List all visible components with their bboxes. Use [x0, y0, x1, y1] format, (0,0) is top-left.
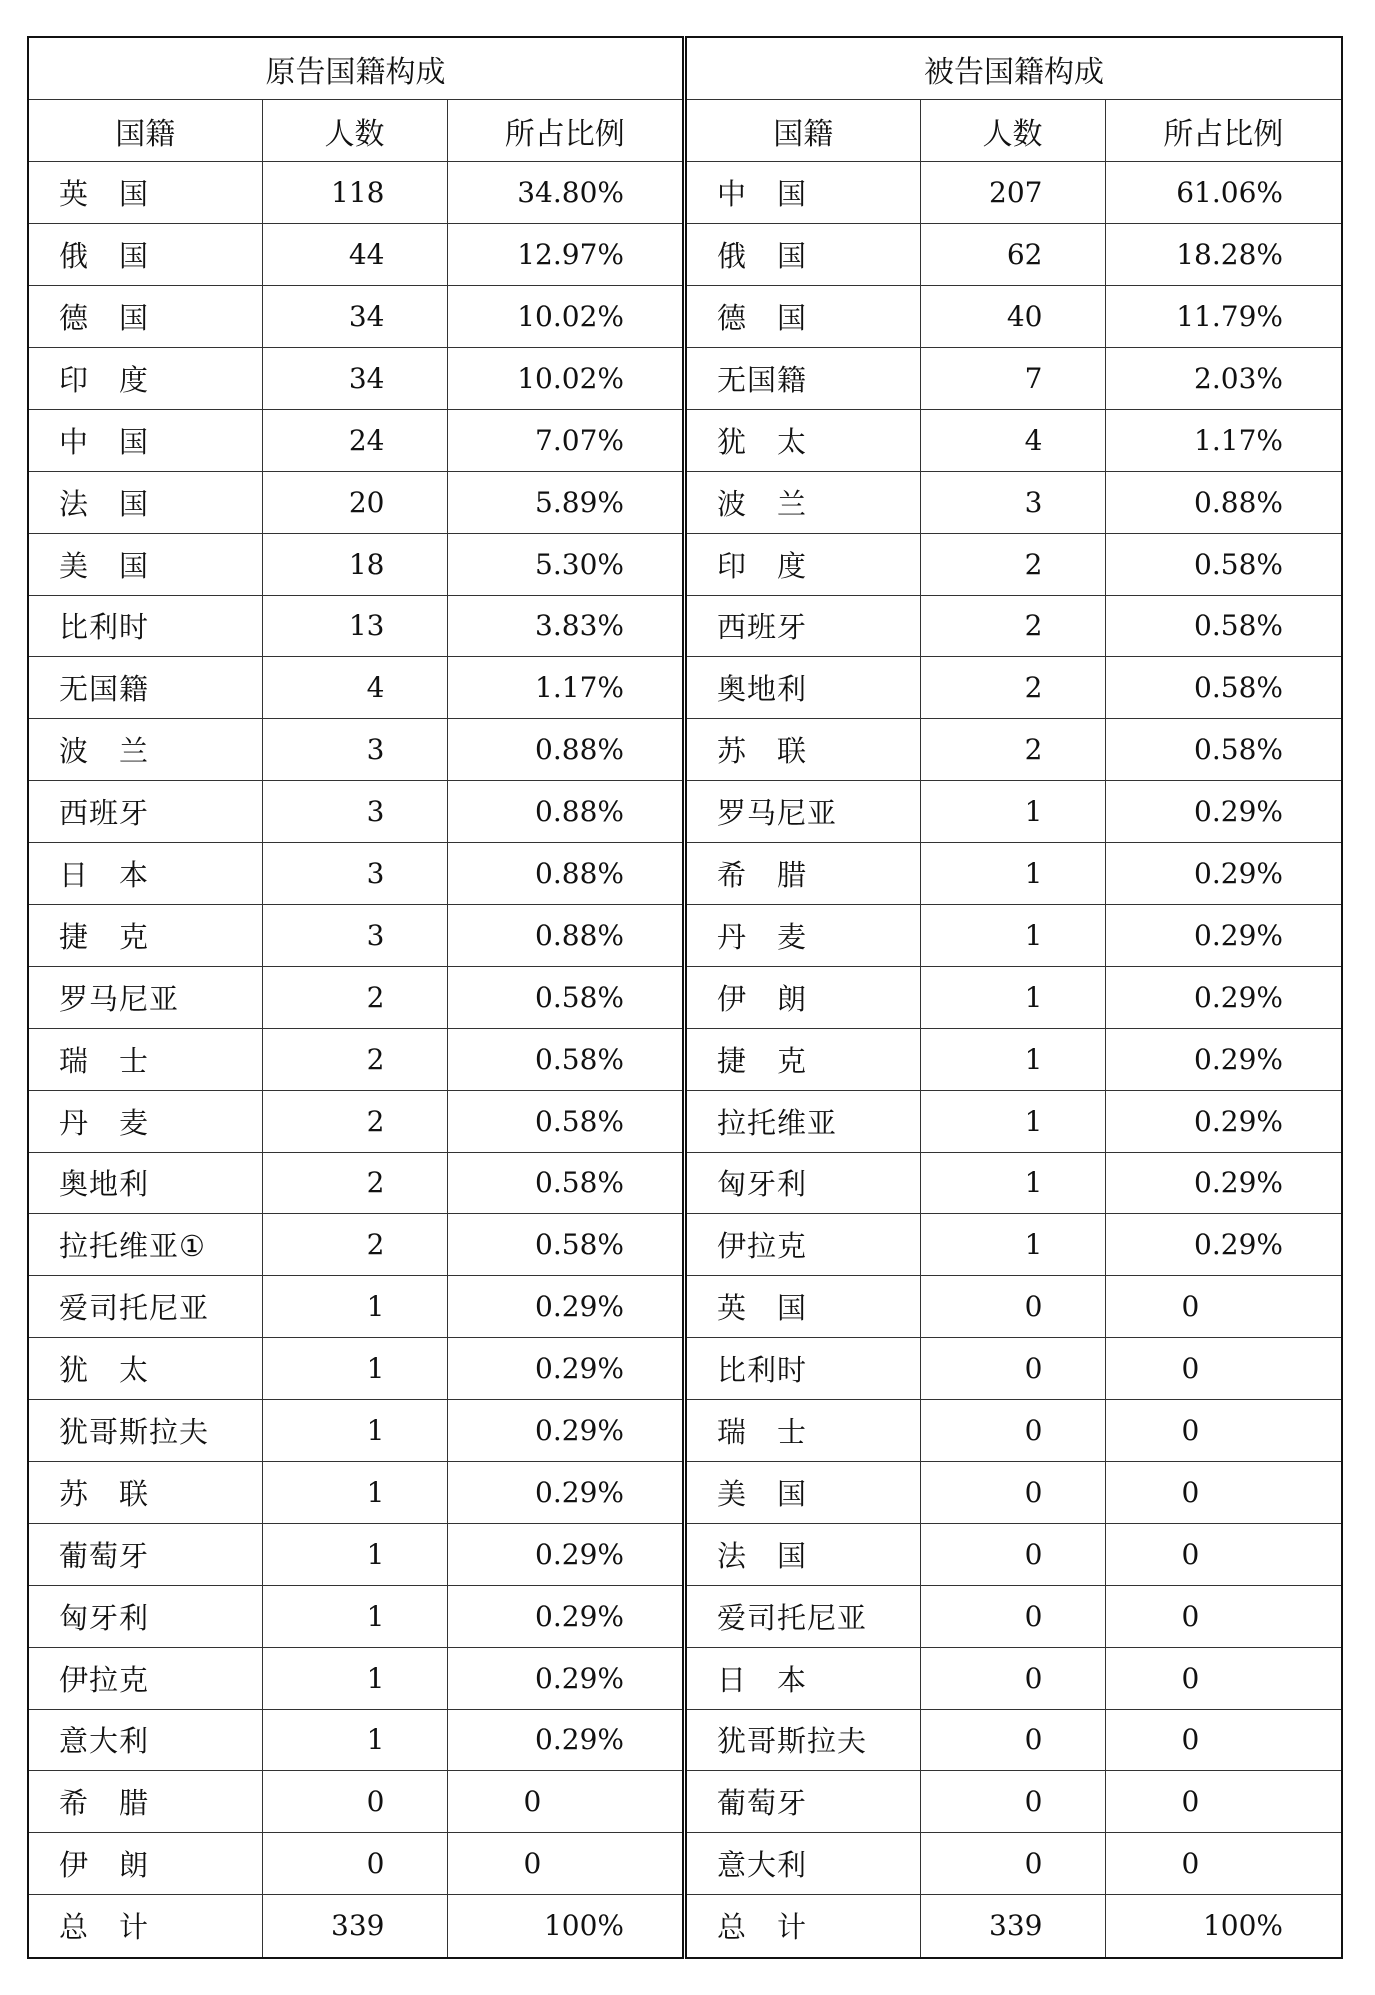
nationality-cell: 罗马尼亚	[687, 781, 920, 843]
count-cell: 2	[920, 595, 1105, 657]
nationality-cell: 苏 联	[29, 1461, 262, 1523]
ratio-cell: 0.29%	[1105, 966, 1341, 1028]
nationality-cell: 法 国	[687, 1523, 920, 1585]
table-row	[687, 1338, 1341, 1400]
nationality-cell: 德 国	[29, 286, 262, 348]
ratio-cell: 0.88%	[447, 904, 682, 966]
ratio-cell: 0.29%	[1105, 1214, 1341, 1276]
nationality-cell: 西班牙	[687, 595, 920, 657]
table-row	[29, 719, 682, 781]
count-cell: 1	[920, 1152, 1105, 1214]
ratio-cell: 0	[447, 1833, 682, 1895]
ratio-cell: 11.79%	[1105, 286, 1341, 348]
table-row	[687, 1523, 1341, 1585]
table-row	[29, 533, 682, 595]
count-cell: 0	[920, 1276, 1105, 1338]
count-cell: 1	[920, 966, 1105, 1028]
table-row	[29, 1276, 682, 1338]
nationality-cell: 意大利	[29, 1709, 262, 1771]
table-row	[29, 1090, 682, 1152]
ratio-cell: 10.02%	[447, 286, 682, 348]
nationality-cell: 无国籍	[29, 657, 262, 719]
count-cell: 0	[920, 1523, 1105, 1585]
count-cell: 1	[920, 1028, 1105, 1090]
table-row	[687, 1028, 1341, 1090]
col-header-nationality: 国籍	[29, 100, 262, 162]
count-cell: 207	[920, 162, 1105, 224]
ratio-cell: 10.02%	[447, 347, 682, 409]
count-cell: 3	[262, 904, 447, 966]
nationality-cell: 犹 太	[687, 409, 920, 471]
count-cell: 1	[262, 1400, 447, 1462]
nationality-cell: 日 本	[29, 843, 262, 905]
nationality-cell: 爱司托尼亚	[687, 1585, 920, 1647]
table-row	[687, 657, 1341, 719]
nationality-cell: 西班牙	[29, 781, 262, 843]
table-row	[687, 595, 1341, 657]
table-row	[687, 1709, 1341, 1771]
table-row	[687, 719, 1341, 781]
count-cell: 44	[262, 224, 447, 286]
ratio-cell: 0.29%	[1105, 843, 1341, 905]
nationality-cell: 印 度	[687, 533, 920, 595]
nationality-cell: 匈牙利	[687, 1152, 920, 1214]
nationality-cell: 俄 国	[687, 224, 920, 286]
col-header-nationality: 国籍	[687, 100, 920, 162]
count-cell: 3	[920, 471, 1105, 533]
col-header-ratio: 所占比例	[1105, 100, 1341, 162]
table-row	[29, 1400, 682, 1462]
count-cell: 2	[920, 657, 1105, 719]
defendant-title: 被告国籍构成	[687, 38, 1341, 100]
count-cell: 0	[262, 1833, 447, 1895]
nationality-cell: 瑞 士	[687, 1400, 920, 1462]
nationality-cell: 无国籍	[687, 347, 920, 409]
table-row	[29, 1585, 682, 1647]
table-row	[29, 904, 682, 966]
table-row	[687, 904, 1341, 966]
nationality-cell: 葡萄牙	[29, 1523, 262, 1585]
ratio-cell: 0.58%	[1105, 719, 1341, 781]
table-row	[29, 1028, 682, 1090]
ratio-cell: 0	[1105, 1338, 1341, 1400]
nationality-cell: 拉托维亚	[687, 1090, 920, 1152]
nationality-cell: 捷 克	[687, 1028, 920, 1090]
table-row	[29, 1152, 682, 1214]
count-cell: 3	[262, 719, 447, 781]
ratio-cell: 0.29%	[1105, 1028, 1341, 1090]
ratio-cell: 5.30%	[447, 533, 682, 595]
table-row	[29, 471, 682, 533]
count-cell: 1	[262, 1709, 447, 1771]
ratio-cell: 0.88%	[1105, 471, 1341, 533]
count-cell: 1	[262, 1461, 447, 1523]
count-cell: 2	[262, 1214, 447, 1276]
count-cell: 0	[262, 1771, 447, 1833]
ratio-cell: 0.29%	[447, 1338, 682, 1400]
table-row	[687, 1152, 1341, 1214]
count-cell: 1	[262, 1338, 447, 1400]
nationality-cell: 犹哥斯拉夫	[29, 1400, 262, 1462]
nationality-cell: 日 本	[687, 1647, 920, 1709]
col-header-count: 人数	[920, 100, 1105, 162]
table-row	[29, 1771, 682, 1833]
ratio-cell: 0	[1105, 1461, 1341, 1523]
nationality-cell: 希 腊	[29, 1771, 262, 1833]
ratio-cell: 12.97%	[447, 224, 682, 286]
ratio-cell: 0.58%	[447, 966, 682, 1028]
table-row	[687, 533, 1341, 595]
defendant-rows	[687, 162, 1341, 1957]
count-cell: 3	[262, 843, 447, 905]
ratio-cell: 0	[1105, 1647, 1341, 1709]
nationality-cell: 拉托维亚①	[29, 1214, 262, 1276]
table-row	[29, 286, 682, 348]
ratio-cell: 3.83%	[447, 595, 682, 657]
nationality-cell: 葡萄牙	[687, 1771, 920, 1833]
nationality-cell: 伊 朗	[29, 1833, 262, 1895]
nationality-cell: 希 腊	[687, 843, 920, 905]
nationality-cell: 英 国	[29, 162, 262, 224]
count-cell: 0	[920, 1833, 1105, 1895]
count-cell: 2	[262, 1152, 447, 1214]
count-cell: 1	[262, 1585, 447, 1647]
defendant-panel	[685, 36, 1343, 1959]
table-row	[29, 162, 682, 224]
nationality-cell: 法 国	[29, 471, 262, 533]
nationality-cell: 总 计	[29, 1895, 262, 1957]
nationality-cell: 总 计	[687, 1895, 920, 1957]
ratio-cell: 0.58%	[1105, 595, 1341, 657]
table-row	[687, 1895, 1341, 1957]
ratio-cell: 0.29%	[1105, 1090, 1341, 1152]
ratio-cell: 0.58%	[447, 1028, 682, 1090]
ratio-cell: 2.03%	[1105, 347, 1341, 409]
ratio-cell: 0	[447, 1771, 682, 1833]
ratio-cell: 0	[1105, 1276, 1341, 1338]
count-cell: 1	[920, 781, 1105, 843]
table-row	[687, 1833, 1341, 1895]
nationality-cell: 奥地利	[29, 1152, 262, 1214]
ratio-cell: 0.29%	[447, 1647, 682, 1709]
count-cell: 4	[920, 409, 1105, 471]
count-cell: 13	[262, 595, 447, 657]
count-cell: 24	[262, 409, 447, 471]
ratio-cell: 1.17%	[1105, 409, 1341, 471]
nationality-cell: 波 兰	[29, 719, 262, 781]
count-cell: 2	[920, 719, 1105, 781]
table-row	[687, 843, 1341, 905]
ratio-cell: 0.29%	[447, 1585, 682, 1647]
count-cell: 0	[920, 1709, 1105, 1771]
plaintiff-panel	[27, 36, 684, 1959]
table-row	[29, 657, 682, 719]
ratio-cell: 0.58%	[447, 1090, 682, 1152]
table-row	[29, 595, 682, 657]
table-row	[29, 1895, 682, 1957]
table-row	[687, 1585, 1341, 1647]
nationality-cell: 意大利	[687, 1833, 920, 1895]
ratio-cell: 0	[1105, 1833, 1341, 1895]
nationality-cell: 丹 麦	[29, 1090, 262, 1152]
nationality-cell: 匈牙利	[29, 1585, 262, 1647]
count-cell: 1	[262, 1276, 447, 1338]
count-cell: 0	[920, 1400, 1105, 1462]
count-cell: 1	[920, 904, 1105, 966]
nationality-cell: 丹 麦	[687, 904, 920, 966]
ratio-cell: 100%	[1105, 1895, 1341, 1957]
ratio-cell: 18.28%	[1105, 224, 1341, 286]
nationality-cell: 爱司托尼亚	[29, 1276, 262, 1338]
plaintiff-title: 原告国籍构成	[29, 38, 682, 100]
nationality-cell: 中 国	[29, 409, 262, 471]
ratio-cell: 0	[1105, 1585, 1341, 1647]
table-row	[687, 471, 1341, 533]
count-cell: 1	[920, 1090, 1105, 1152]
col-header-count: 人数	[262, 100, 447, 162]
table-row	[687, 1400, 1341, 1462]
count-cell: 1	[262, 1647, 447, 1709]
ratio-cell: 100%	[447, 1895, 682, 1957]
nationality-cell: 俄 国	[29, 224, 262, 286]
count-cell: 2	[262, 1028, 447, 1090]
count-cell: 1	[920, 843, 1105, 905]
ratio-cell: 0.29%	[447, 1523, 682, 1585]
table-row	[29, 781, 682, 843]
ratio-cell: 0.29%	[1105, 781, 1341, 843]
ratio-cell: 0.29%	[447, 1400, 682, 1462]
count-cell: 62	[920, 224, 1105, 286]
table-row	[687, 224, 1341, 286]
table-row	[29, 409, 682, 471]
ratio-cell: 0	[1105, 1771, 1341, 1833]
ratio-cell: 0.58%	[1105, 657, 1341, 719]
count-cell: 118	[262, 162, 447, 224]
count-cell: 1	[920, 1214, 1105, 1276]
nationality-cell: 中 国	[687, 162, 920, 224]
table-row	[687, 1214, 1341, 1276]
ratio-cell: 34.80%	[447, 162, 682, 224]
table-row	[29, 843, 682, 905]
count-cell: 3	[262, 781, 447, 843]
nationality-cell: 英 国	[687, 1276, 920, 1338]
ratio-cell: 0	[1105, 1523, 1341, 1585]
ratio-cell: 0.29%	[447, 1276, 682, 1338]
ratio-cell: 0	[1105, 1709, 1341, 1771]
ratio-cell: 0	[1105, 1400, 1341, 1462]
count-cell: 18	[262, 533, 447, 595]
table-row	[687, 1276, 1341, 1338]
table-row	[29, 966, 682, 1028]
ratio-cell: 0.58%	[447, 1152, 682, 1214]
plaintiff-table	[29, 38, 682, 1957]
table-row	[687, 966, 1341, 1028]
count-cell: 40	[920, 286, 1105, 348]
count-cell: 34	[262, 286, 447, 348]
table-row	[29, 1709, 682, 1771]
defendant-table	[687, 38, 1341, 1957]
ratio-cell: 5.89%	[447, 471, 682, 533]
table-row	[29, 1833, 682, 1895]
count-cell: 2	[920, 533, 1105, 595]
table-row	[687, 347, 1341, 409]
nationality-cell: 犹 太	[29, 1338, 262, 1400]
count-cell: 0	[920, 1461, 1105, 1523]
count-cell: 20	[262, 471, 447, 533]
ratio-cell: 0.29%	[1105, 904, 1341, 966]
nationality-cell: 美 国	[29, 533, 262, 595]
table-row	[29, 1523, 682, 1585]
nationality-cell: 伊 朗	[687, 966, 920, 1028]
ratio-cell: 61.06%	[1105, 162, 1341, 224]
nationality-cell: 奥地利	[687, 657, 920, 719]
ratio-cell: 0.58%	[1105, 533, 1341, 595]
table-row	[687, 409, 1341, 471]
nationality-cell: 美 国	[687, 1461, 920, 1523]
nationality-cell: 波 兰	[687, 471, 920, 533]
count-cell: 339	[262, 1895, 447, 1957]
count-cell: 2	[262, 966, 447, 1028]
count-cell: 0	[920, 1647, 1105, 1709]
nationality-cell: 德 国	[687, 286, 920, 348]
ratio-cell: 0.29%	[447, 1709, 682, 1771]
table-row	[687, 1461, 1341, 1523]
ratio-cell: 0.88%	[447, 843, 682, 905]
ratio-cell: 0.58%	[447, 1214, 682, 1276]
table-row	[29, 1214, 682, 1276]
ratio-cell: 0.29%	[1105, 1152, 1341, 1214]
table-row	[687, 1771, 1341, 1833]
table-row	[687, 286, 1341, 348]
table-row	[687, 162, 1341, 224]
table-row	[29, 1461, 682, 1523]
ratio-cell: 1.17%	[447, 657, 682, 719]
table-row	[29, 1647, 682, 1709]
count-cell: 34	[262, 347, 447, 409]
table-row	[687, 781, 1341, 843]
nationality-cell: 捷 克	[29, 904, 262, 966]
count-cell: 0	[920, 1338, 1105, 1400]
count-cell: 2	[262, 1090, 447, 1152]
table-row	[687, 1647, 1341, 1709]
count-cell: 0	[920, 1585, 1105, 1647]
table-row	[29, 1338, 682, 1400]
nationality-cell: 印 度	[29, 347, 262, 409]
count-cell: 1	[262, 1523, 447, 1585]
nationality-cell: 犹哥斯拉夫	[687, 1709, 920, 1771]
col-header-ratio: 所占比例	[447, 100, 682, 162]
nationality-cell: 比利时	[687, 1338, 920, 1400]
table-row	[687, 1090, 1341, 1152]
nationality-cell: 比利时	[29, 595, 262, 657]
ratio-cell: 0.88%	[447, 781, 682, 843]
count-cell: 4	[262, 657, 447, 719]
nationality-cell: 瑞 士	[29, 1028, 262, 1090]
ratio-cell: 7.07%	[447, 409, 682, 471]
count-cell: 7	[920, 347, 1105, 409]
table-row	[29, 224, 682, 286]
count-cell: 339	[920, 1895, 1105, 1957]
table-row	[29, 347, 682, 409]
plaintiff-rows	[29, 162, 682, 1957]
nationality-cell: 伊拉克	[687, 1214, 920, 1276]
count-cell: 0	[920, 1771, 1105, 1833]
nationality-cell: 苏 联	[687, 719, 920, 781]
ratio-cell: 0.29%	[447, 1461, 682, 1523]
nationality-cell: 伊拉克	[29, 1647, 262, 1709]
nationality-cell: 罗马尼亚	[29, 966, 262, 1028]
ratio-cell: 0.88%	[447, 719, 682, 781]
